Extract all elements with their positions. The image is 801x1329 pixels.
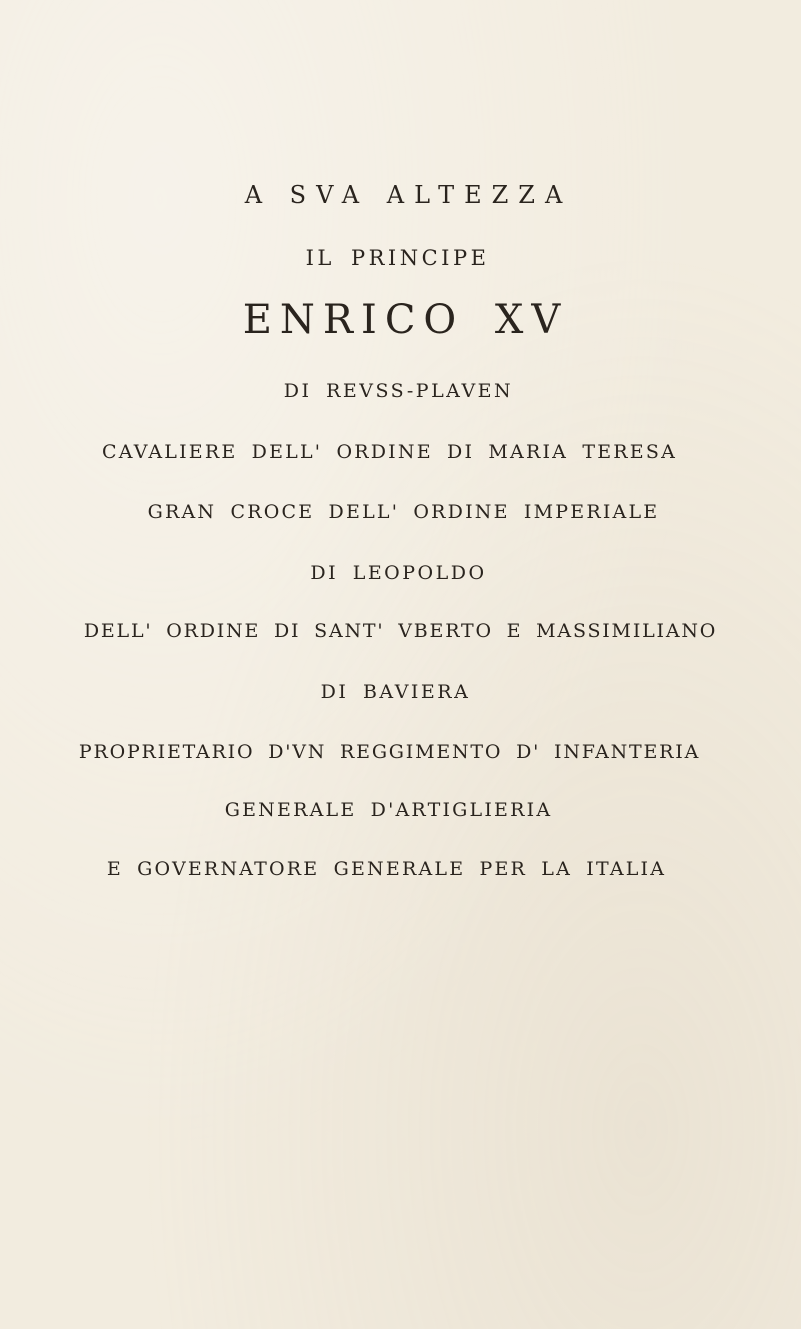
dedication-line-address: A SVA ALTEZZA (244, 181, 573, 209)
dedication-line-bavaria: DI BAVIERA (320, 681, 471, 703)
dedication-line-order-hubert: DELL' ORDINE DI SANT' VBERTO E MASSIMILIANO (83, 620, 718, 642)
dedication-line-leopold: DI LEOPOLDO (310, 562, 487, 584)
dedication-line-title: IL PRINCIPE (305, 246, 490, 270)
dedication-line-regiment: PROPRIETARIO D'VN REGGIMENTO D' INFANTERIA (78, 741, 701, 763)
dedication-line-governor: E GOVERNATORE GENERALE PER LA ITALIA (106, 858, 667, 880)
dedication-line-artillery: GENERALE D'ARTIGLIERIA (224, 799, 553, 821)
dedication-line-grand-cross: GRAN CROCE DELL' ORDINE IMPERIALE (147, 501, 660, 523)
dedication-line-house: DI REVSS-PLAVEN (283, 380, 514, 402)
dedication-line-order-maria-teresa: CAVALIERE DELL' ORDINE DI MARIA TERESA (101, 441, 677, 463)
dedication-line-name: ENRICO XV (242, 297, 569, 343)
